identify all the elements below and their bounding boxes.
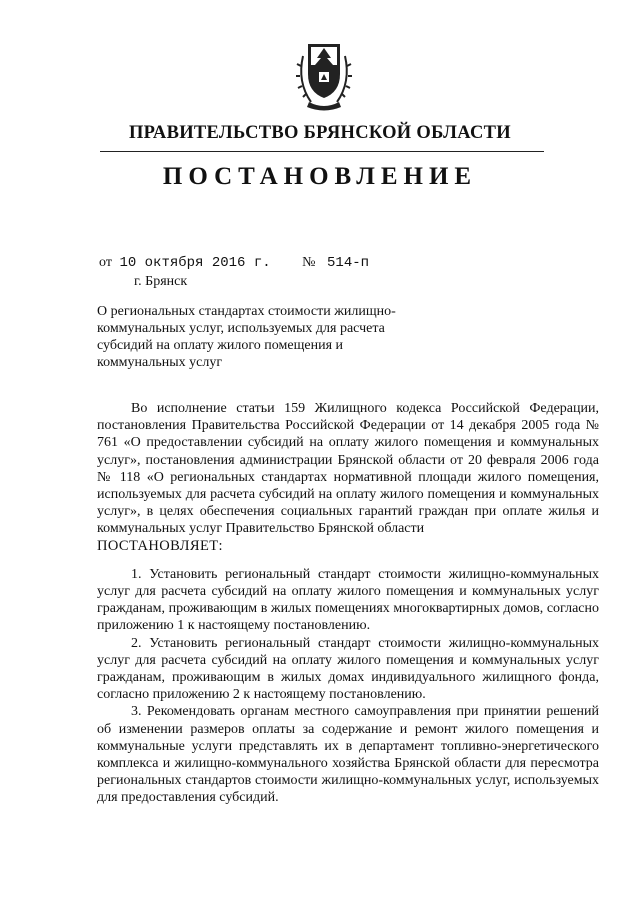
preamble-paragraph: Во исполнение статьи 159 Жилищного кодекса Российской Федерации, постановления Правительства Российской Федерации от 14 декабря 2005 года № 761 «О предоставлении субсидий на оплату жилого помещения и коммунальных услуг», постановления администрации Брянской области от 20 февраля 2006 года № 118 «О региональных стандартах нормативной площади жилого помещения, используемых для расчета субсидий на оплату жилого помещения и коммунальных услуг», в целях обеспечения социальных гарантий граждан при оплате жилья и коммунальных услуг Правительство Брянской области — [97, 401, 599, 537]
document-date-number-line — [99, 255, 369, 271]
number-label: № — [302, 255, 316, 270]
document-number: 514-п — [327, 255, 370, 271]
document-body — [97, 400, 599, 807]
decree-items — [97, 566, 599, 807]
document-date: 10 октября 2016 г. — [119, 255, 271, 271]
decree-word: ПОСТАНОВЛЯЕТ: — [97, 537, 223, 554]
decree-item: 3. Рекомендовать органам местного самоуправления при принятии решений об изменении размеров оплаты за содержание и ремонт жилого помещения и коммунальные услуги представлять их в департамент топливно-энергетического комплекса и жилищно-коммунального хозяйства Брянской области для пересмотра региональных стандартов стоимости жилищно-коммунальных услуг, используемых для предоставления субсидий. — [97, 704, 599, 806]
coat-of-arms-icon — [295, 36, 353, 112]
document-city: г. Брянск — [134, 274, 188, 289]
date-prefix: от — [99, 255, 112, 270]
header-divider — [100, 151, 544, 152]
document-type-title: ПОСТАНОВЛЕНИЕ — [162, 163, 478, 190]
decree-item: 2. Установить региональный стандарт стоимости жилищно-коммунальных услуг для расчета субсидий на оплату жилого помещения и коммунальных услуг гражданам, проживающим в жилых домах индивидуального жилищного фонда, согласно приложению 2 к настоящему постановлению. — [97, 635, 599, 703]
document-subject: О региональных стандартах стоимости жилищно-коммунальных услуг, используемых для расчета субсидий на оплату жилого помещения и коммунальных услуг — [97, 304, 396, 370]
decree-item: 1. Установить региональный стандарт стоимости жилищно-коммунальных услуг для расчета субсидий на оплату жилого помещения и коммунальных услуг гражданам, проживающим в жилых помещениях многоквартирных домов, согласно приложению 1 к настоящему постановлению. — [97, 566, 599, 634]
organization-title: ПРАВИТЕЛЬСТВО БРЯНСКОЙ ОБЛАСТИ — [128, 123, 511, 143]
